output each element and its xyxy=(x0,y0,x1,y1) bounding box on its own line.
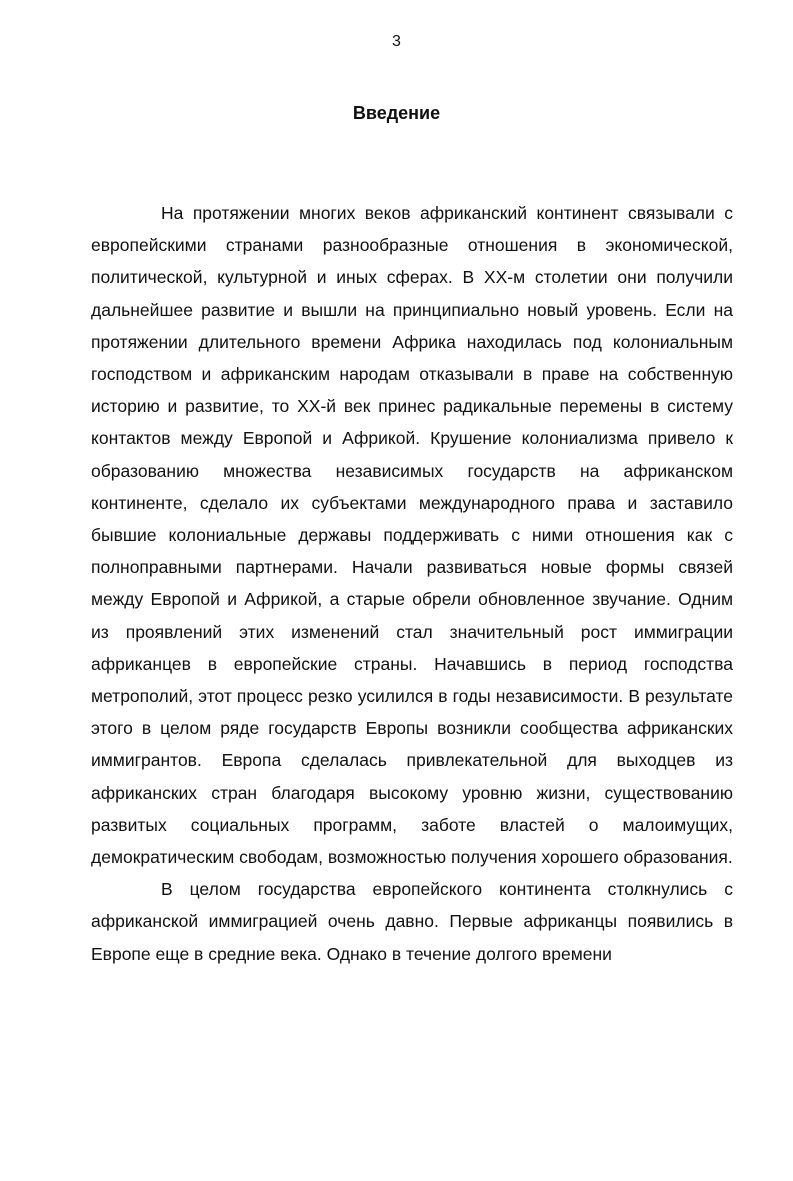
paragraph-2: В целом государства европейского континента столкнулись с африканской иммиграцией очень давно. Первые африканцы появились в Европе еще в средние века. Однако в течение долгого времени xyxy=(91,879,733,964)
body-text xyxy=(91,197,733,970)
paragraph-1: На протяжении многих веков африканский континент связывали с европейскими странами разнообразные отношения в экономической, политической, культурной и иных сферах. В XX-м столетии они получили дальнейшее развитие и вышли на принципиально новый уровень. Если на протяжении длительного времени Африка находилась под колониальным господством и африканским народам отказывали в праве на собственную историю и развитие, то XX-й век принес радикальные перемены в систему контактов между Европой и Африкой. Крушение колониализма привело к образованию множества независимых государств на африканском континенте, сделало их субъектами международного права и заставило бывшие колониальные державы поддерживать с ними отношения как с полноправными партнерами. Начали развиваться новые формы связей между Европой и Африкой, а старые обрели обновленное звучание. Одним из проявлений этих изменений стал значительный рост иммиграции африканцев в европейские страны. Начавшись в период господства метрополий, этот процесс резко усилился в годы независимости. В результате этого в целом ряде государств Европы возникли сообщества африканских иммигрантов. Европа сделалась привлекательной для выходцев из африканских стран благодаря высокому уровню жизни, существованию развитых социальных программ, заботе властей о малоимущих, демократическим свободам, возможностью получения хорошего образования. xyxy=(91,203,733,868)
page-number: 3 xyxy=(392,33,401,50)
section-title: Введение xyxy=(352,103,441,123)
